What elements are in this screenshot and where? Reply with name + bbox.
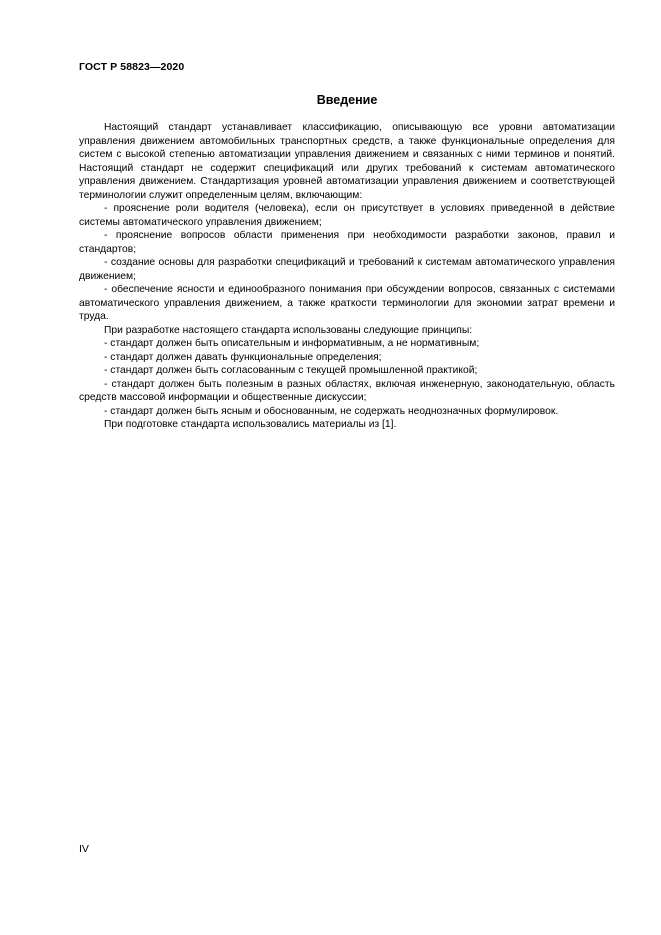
paragraph: Настоящий стандарт устанавливает классификацию, описывающую все уровни автоматизации управления движением автомобильных транспортных средств, а также функциональные определения для систем с высокой степенью автоматизации управления движением и связанных с ними терминов и понятий. Настоящий стандарт не содержит спецификаций или других требований к системам автоматического управления движением. Стандартизация уровней автоматизации управления движением и соответствующей терминологии служит определенным целям, включающим:	[79, 122, 615, 201]
paragraph: При разработке настоящего стандарта использованы следующие принципы:	[104, 324, 473, 336]
section-body	[79, 121, 615, 432]
list-item: - стандарт должен быть описательным и информативным, а не нормативным;	[104, 338, 480, 349]
list-item: - прояснение роли водителя (человека), если он присутствует в условиях приведенной в действие системы автоматического управления движением;	[79, 203, 615, 228]
list-item: - стандарт должен быть согласованным с текущей промышленной практикой;	[104, 365, 478, 376]
page-number: IV	[79, 843, 89, 855]
section-title: Введение	[316, 93, 378, 107]
list-item: - стандарт должен быть ясным и обоснованным, не содержать неоднозначных формулировок.	[104, 405, 559, 417]
list-item: - обеспечение ясности и единообразного понимания при обсуждении вопросов, связанных с системами автоматического управления движением, а также краткости терминологии для экономии затрат времени и труда.	[79, 284, 615, 322]
paragraph: При подготовке стандарта использовались материалы из [1].	[104, 419, 397, 430]
list-item: - стандарт должен давать функциональные определения;	[104, 351, 382, 363]
list-item: - прояснение вопросов области применения при необходимости разработки законов, правил и стандартов;	[79, 230, 615, 255]
list-item: - создание основы для разработки спецификаций и требований к системам автоматического управления движением;	[79, 257, 615, 282]
document-header: ГОСТ Р 58823—2020	[79, 61, 185, 73]
list-item: - стандарт должен быть полезным в разных областях, включая инженерную, законодательную, область средств массовой информации и общественные дискуссии;	[79, 378, 615, 403]
